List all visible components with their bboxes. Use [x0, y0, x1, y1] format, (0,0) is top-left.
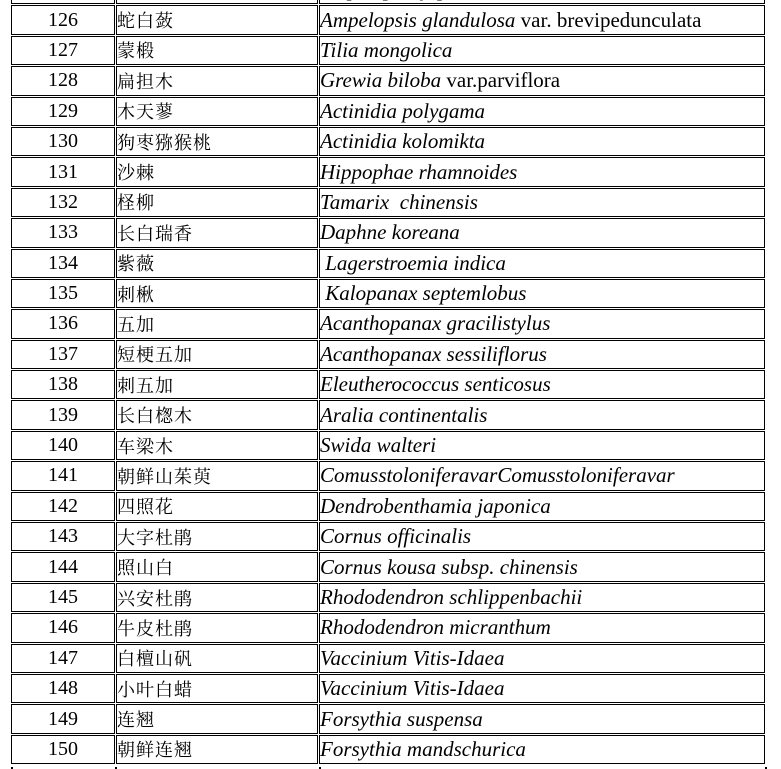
latin-name-italic-segment: Grewia biloba [320, 68, 447, 93]
chinese-name-cell: 五加 [116, 309, 318, 338]
latin-name-italic-segment: Tilia mongolica [320, 37, 453, 62]
row-number-cell: 127 [11, 36, 115, 65]
latin-name-cell [319, 492, 765, 521]
latin-name-italic-segment: Forsythia suspensa [320, 706, 483, 731]
latin-name-italic-segment: Actinidia kolomikta [320, 129, 486, 154]
table-row [11, 583, 765, 612]
row-number-cell: 141 [11, 461, 115, 490]
table-row [11, 36, 765, 65]
chinese-name-cell: 照山白 [116, 552, 318, 581]
row-number-cell: 148 [11, 674, 115, 703]
table-row [11, 674, 765, 703]
latin-name-italic-segment: Dendrobenthamia japonica [320, 493, 551, 518]
row-number-cell: 146 [11, 613, 115, 642]
chinese-name-cell: 木天蓼 [116, 97, 318, 126]
latin-name-cell [319, 0, 765, 4]
chinese-name-cell: 刺楸 [116, 279, 318, 308]
latin-name-cell [319, 279, 765, 308]
table-row [11, 400, 765, 429]
table-row [11, 97, 765, 126]
latin-name-italic-segment: Rhododendron micranthum [320, 615, 551, 640]
row-number-cell: 140 [11, 431, 115, 460]
latin-name-italic-segment: Lagerstroemia indica [320, 250, 506, 275]
chinese-name-cell: 牛皮杜鹃 [116, 613, 318, 642]
species-table [10, 0, 766, 765]
latin-name-italic-segment [320, 0, 496, 1]
table-row [11, 5, 765, 34]
chinese-name-cell: 兴安杜鹃 [116, 583, 318, 612]
latin-name-cell [319, 461, 765, 490]
latin-name-cell [319, 522, 765, 551]
latin-name-cell [319, 704, 765, 733]
latin-name-cell [319, 249, 765, 278]
chinese-name-cell: 长白楤木 [116, 400, 318, 429]
row-number-cell: 134 [11, 249, 115, 278]
table-row [11, 522, 765, 551]
table-row [11, 370, 765, 399]
table-row [11, 309, 765, 338]
latin-name-cell [319, 5, 765, 34]
table-row [11, 66, 765, 95]
chinese-name-cell: 沙棘 [116, 157, 318, 186]
latin-name-upright-segment: var.parviflora [446, 68, 561, 93]
table-row [11, 735, 765, 764]
table-row [11, 461, 765, 490]
latin-name-cell [319, 218, 765, 247]
latin-name-cell [319, 157, 765, 186]
table-row [11, 188, 765, 217]
species-table-container [10, 0, 767, 769]
latin-name-italic-segment: Vaccinium Vitis-Idaea [320, 676, 505, 701]
row-number-cell: 130 [11, 127, 115, 156]
latin-name-cell [319, 370, 765, 399]
latin-name-italic-segment: Tamarix chinensis [320, 189, 478, 214]
row-number-cell: 143 [11, 522, 115, 551]
latin-name-italic-segment: Vaccinium Vitis-Idaea [320, 645, 505, 670]
chinese-name-cell: 刺五加 [116, 370, 318, 399]
latin-name-cell [319, 431, 765, 460]
table-row [11, 613, 765, 642]
row-number-cell: 142 [11, 492, 115, 521]
latin-name-italic-segment: Ampelopsis glandulosa [320, 7, 521, 32]
table-row [11, 279, 765, 308]
row-number-cell: 136 [11, 309, 115, 338]
chinese-name-cell: 狗枣猕猴桃 [116, 127, 318, 156]
row-number-cell: 145 [11, 583, 115, 612]
row-number-cell: 139 [11, 400, 115, 429]
chinese-name-cell: 蒙椴 [116, 36, 318, 65]
chinese-name-cell: 蛇白蔹 [116, 5, 318, 34]
latin-name-italic-segment: Acanthopanax sessiliflorus [320, 341, 547, 366]
chinese-name-cell: 长白瑞香 [116, 218, 318, 247]
species-table-body [11, 0, 765, 764]
row-number-cell: 149 [11, 704, 115, 733]
latin-name-italic-segment: Hippophae rhamnoides [320, 159, 518, 184]
latin-name-italic-segment: Eleutherococcus senticosus [320, 372, 551, 397]
chinese-name-cell: 小叶白蜡 [116, 674, 318, 703]
row-number-cell: 133 [11, 218, 115, 247]
table-row-partial-top [11, 0, 765, 4]
latin-name-cell [319, 309, 765, 338]
table-row [11, 157, 765, 186]
chinese-name-cell: 白檀山矾 [116, 644, 318, 673]
row-number-cell: 135 [11, 279, 115, 308]
latin-name-italic-segment: ComusstoloniferavarComusstoloniferavar [320, 463, 675, 488]
latin-name-cell [319, 644, 765, 673]
latin-name-cell [319, 400, 765, 429]
latin-name-cell [319, 674, 765, 703]
chinese-name-cell: 连翘 [116, 704, 318, 733]
latin-name-cell [319, 552, 765, 581]
table-row [11, 218, 765, 247]
table-row [11, 431, 765, 460]
latin-name-cell [319, 613, 765, 642]
latin-name-cell [319, 735, 765, 764]
latin-name-cell [319, 97, 765, 126]
latin-name-cell [319, 36, 765, 65]
latin-name-cell [319, 340, 765, 369]
table-row [11, 552, 765, 581]
latin-name-cell [319, 583, 765, 612]
row-number-cell: 128 [11, 66, 115, 95]
table-row [11, 127, 765, 156]
latin-name-italic-segment: Rhododendron schlippenbachii [320, 585, 583, 609]
table-row [11, 492, 765, 521]
latin-name-upright-segment: var. brevipedunculata [520, 7, 702, 32]
row-number-cell: 147 [11, 644, 115, 673]
latin-name-italic-segment: Actinidia polygama [320, 98, 486, 123]
row-number-cell: 129 [11, 97, 115, 126]
row-number-cell: 138 [11, 370, 115, 399]
chinese-name-cell: 四照花 [116, 492, 318, 521]
row-number-cell: 132 [11, 188, 115, 217]
latin-name-italic-segment: Cornus officinalis [320, 524, 472, 549]
row-number-cell: 144 [11, 552, 115, 581]
table-row [11, 644, 765, 673]
chinese-name-cell [116, 0, 318, 4]
latin-name-cell [319, 188, 765, 217]
chinese-name-cell: 短梗五加 [116, 340, 318, 369]
chinese-name-cell: 朝鲜山茱萸 [116, 461, 318, 490]
chinese-name-cell: 大字杜鹃 [116, 522, 318, 551]
row-number-cell: 131 [11, 157, 115, 186]
latin-name-cell [319, 127, 765, 156]
table-row [11, 249, 765, 278]
row-number-cell: 137 [11, 340, 115, 369]
chinese-name-cell: 扁担木 [116, 66, 318, 95]
chinese-name-cell: 柽柳 [116, 188, 318, 217]
chinese-name-cell: 朝鲜连翘 [116, 735, 318, 764]
table-row [11, 340, 765, 369]
latin-name-cell [319, 66, 765, 95]
latin-name-italic-segment: Swida walteri [320, 433, 437, 458]
latin-name-italic-segment: Daphne koreana [320, 220, 460, 245]
latin-name-italic-segment: Acanthopanax gracilistylus [320, 311, 551, 336]
latin-name-italic-segment: Forsythia mandschurica [320, 736, 526, 761]
latin-name-italic-segment: Aralia continentalis [320, 402, 488, 427]
row-number-cell: 126 [11, 5, 115, 34]
row-number-cell: 150 [11, 735, 115, 764]
latin-name-italic-segment: Cornus kousa subsp. chinensis [320, 554, 578, 579]
chinese-name-cell: 紫薇 [116, 249, 318, 278]
row-number-cell [11, 0, 115, 4]
latin-name-italic-segment: Kalopanax septemlobus [320, 281, 527, 306]
chinese-name-cell: 车梁木 [116, 431, 318, 460]
table-row [11, 704, 765, 733]
